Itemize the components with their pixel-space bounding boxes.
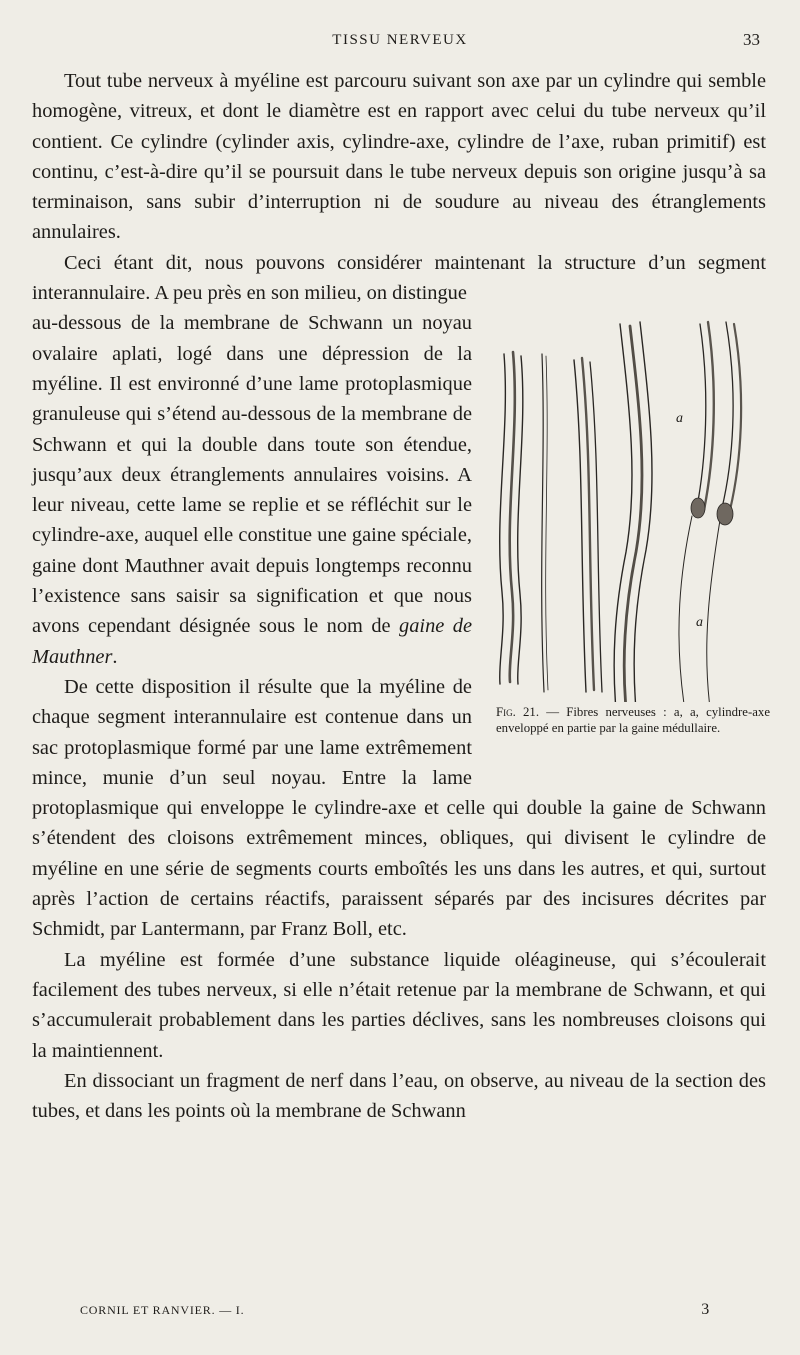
- signature-number: 3: [701, 1301, 710, 1318]
- figure-label: Fig. 21.: [496, 705, 540, 720]
- paragraph-5: La myéline est formée d’une substance liquide oléagineuse, qui s’écoulerait facilement des tubes nerveux, si elle n’était retenue par la membrane de Schwann, et qui s’accumulerait probablement dans les parties déclives, sans les nombreuses cloisons qui la maintiennent.: [32, 948, 766, 1062]
- printer-signature: CORNIL ET RANVIER. — I.: [80, 1303, 245, 1317]
- italic-term: gaine de Mauthner: [32, 615, 472, 668]
- figure-caption: [480, 704, 770, 736]
- running-title: TISSU NERVEUX: [332, 32, 468, 48]
- page-header: [0, 28, 800, 54]
- nerve-fibres-illustration: [480, 312, 770, 702]
- paragraph-4: De cette disposition il résulte que la myéline de chaque segment interannulaire est contenue dans un sac protoplasmique formé par une lame extrêmement mince, munie d’un seul noyau. Entre la lame protoplasmique qui enveloppe le cylindre-axe et celle qui double la gaine de Schwann s’étendent des cloisons extrêmement minces, obliques, qui divisent le cylindre de myéline en une série de segments courts emboîtés les uns dans les autres, et qui, surtout après l’action de certains réactifs, paraissent séparés par des incisures décrites par Schmidt, par Lantermann, par Franz Boll, etc.: [32, 675, 766, 941]
- figure-caption-text: — Fibres nerveuses : a, a, cylindre-axe enveloppé en partie par la gaine médullaire.: [496, 705, 771, 736]
- paragraph-3-end: .: [112, 645, 118, 668]
- paragraph-3-text: au-dessous de la membrane de Schwann un noyau ovalaire aplati, logé dans une dépression de la myéline. Il est environné d’une lame protoplasmique granuleuse qui s’étend au-dessous de la membrane de Schwann et qui la double dans toute son étendue, jusqu’aux deux étranglements annulaires voisins. A leur niveau, cette lame se replie et se réfléchit sur le cylindre-axe, auquel elle constitue une gaine spéciale, gaine dont Mauthner avait depuis longtemps reconnu l’existence sans saisir sa signification et que nous avons cependant désignée sous le nom de: [32, 312, 472, 638]
- figure-21: [480, 312, 770, 764]
- page-footer: [80, 1303, 710, 1318]
- paragraph-2: Ceci étant dit, nous pouvons considérer maintenant la structure d’un segment interannulaire. A peu près en son milieu, on distingue: [32, 251, 766, 305]
- paragraph-6: En dissociant un fragment de nerf dans l’eau, on observe, au niveau de la section des tubes, et dans les points où la membrane de Schwann: [32, 1069, 766, 1123]
- label-a-upper: a: [676, 411, 683, 427]
- body-text: [32, 66, 771, 1126]
- page-number: 33: [743, 30, 760, 49]
- paragraph-1: Tout tube nerveux à myéline est parcouru suivant son axe par un cylindre qui semble homogène, vitreux, et dont le diamètre est en rapport avec celui du tube nerveux qu’il contient. Ce cylindre (cylinder axis, cylindre-axe, cylindre de l’axe, ruban primitif) est continu, c’est-à-dire qu’il se poursuit dans le tube nerveux depuis son origine jusqu’à sa terminaison, sans subir d’interruption ni de soudure au niveau des étranglements annulaires.: [32, 70, 766, 244]
- label-a-lower: a: [696, 615, 703, 631]
